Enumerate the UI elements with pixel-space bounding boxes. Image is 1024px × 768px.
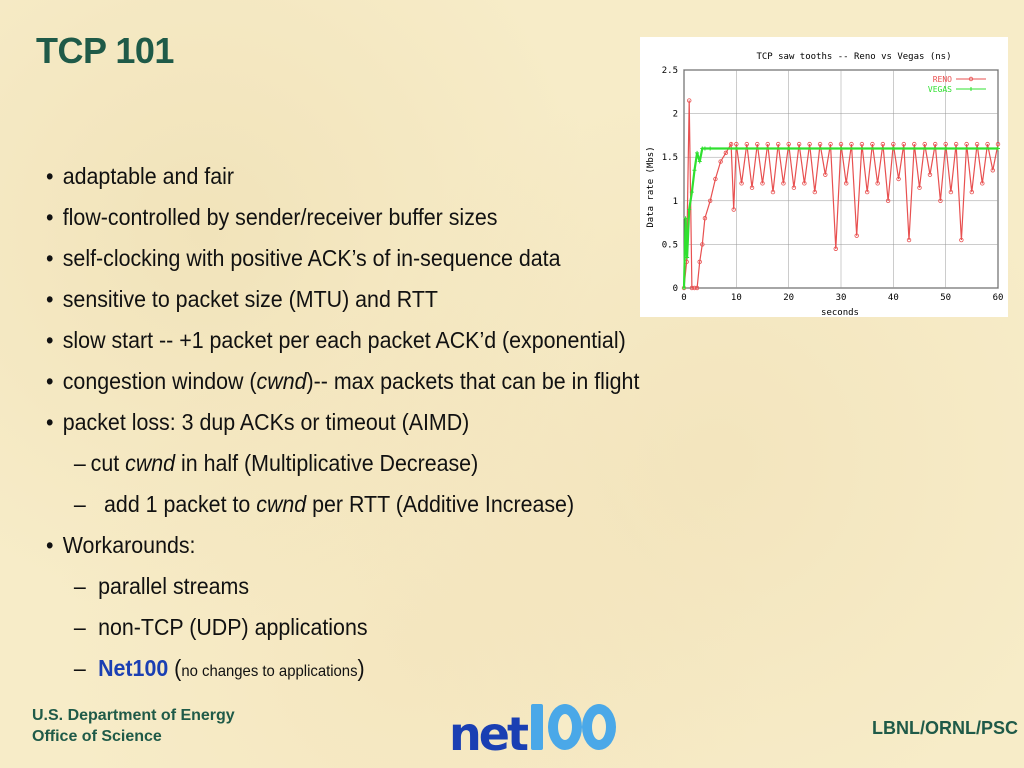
bullet-item — [46, 201, 697, 242]
bullet-text-pre: congestion window ( — [62, 368, 257, 394]
bullet-marker: • — [46, 286, 54, 312]
bullet-item — [46, 242, 697, 283]
dash-marker: – — [73, 450, 86, 476]
data-point-vegas — [787, 146, 791, 150]
chart-y-label: Data rate (Mbs) — [646, 146, 656, 228]
bullet-item — [46, 160, 697, 201]
tcp-chart — [640, 37, 1008, 317]
bullet-text-post: )-- max packets that can be in flight — [306, 368, 640, 394]
chart-grid — [684, 70, 998, 288]
dash-marker: – — [73, 573, 86, 599]
cwnd-term: cwnd — [125, 450, 176, 476]
x-tick-label: 40 — [887, 293, 899, 303]
cwnd-term: cwnd — [256, 491, 307, 517]
data-point-vegas — [734, 146, 738, 150]
tcp-chart-svg — [640, 37, 1008, 317]
bullet-marker: • — [46, 532, 54, 558]
legend-label: RENO — [932, 75, 952, 84]
bullet-text: self-clocking with positive ACK’s of in-sequence data — [62, 245, 561, 271]
footer-org-line1: U.S. Department of Energy — [32, 707, 235, 724]
bullet-marker: • — [46, 245, 54, 271]
bullet-marker: • — [46, 163, 54, 189]
bullet-text: slow start -- +1 packet per each packet ACK’d (exponential) — [62, 327, 626, 353]
bullet-text: flow-controlled by sender/receiver buffer sizes — [62, 204, 498, 230]
sub-bullet-item — [46, 570, 697, 611]
chart-title: TCP saw tooths -- Reno vs Vegas (ns) — [756, 52, 952, 62]
bullet-text-pre: add 1 packet to — [98, 491, 257, 517]
sub-bullet-item — [46, 488, 697, 529]
net100-term: Net100 — [98, 655, 169, 681]
chart-x-label: seconds — [821, 308, 859, 317]
x-tick-label: 60 — [992, 293, 1004, 303]
legend-label: VEGAS — [927, 85, 952, 94]
data-point-vegas — [944, 146, 948, 150]
data-point-vegas — [708, 146, 712, 150]
x-tick-label: 50 — [940, 293, 952, 303]
y-tick-label: 0 — [672, 284, 678, 294]
bullet-marker: • — [46, 327, 54, 353]
bullet-text: packet loss: 3 dup ACKs or timeout (AIMD) — [62, 409, 470, 435]
chart-legend — [928, 75, 986, 94]
sub-bullet-item — [46, 447, 697, 488]
footer-org-line2: Office of Science — [32, 728, 162, 745]
logo-net: net — [449, 707, 526, 761]
slide-title: TCP 101 — [36, 30, 174, 71]
net100-logo — [445, 698, 620, 762]
bullet-marker: • — [46, 204, 54, 230]
dash-marker: – — [73, 491, 86, 517]
data-point-vegas — [839, 146, 843, 150]
x-tick-label: 10 — [730, 293, 742, 303]
footer-labs: LBNL/ORNL/PSC — [872, 718, 1018, 738]
dash-marker: – — [73, 655, 86, 681]
y-tick-label: 2.5 — [661, 66, 678, 76]
bullet-text: sensitive to packet size (MTU) and RTT — [62, 286, 438, 312]
bullet-marker: • — [46, 409, 54, 435]
data-point-vegas — [703, 146, 707, 150]
y-tick-label: 2 — [672, 109, 678, 120]
bullet-text: parallel streams — [98, 573, 250, 599]
bullet-text: non-TCP (UDP) applications — [98, 614, 368, 640]
sub-bullet-item — [46, 611, 697, 652]
legend-marker — [969, 87, 973, 91]
cwnd-term: cwnd — [256, 368, 307, 394]
bullet-text-post: per RTT (Additive Increase) — [306, 491, 575, 517]
y-tick-label: 1.5 — [661, 153, 678, 164]
net100-note: no changes to applications — [181, 663, 358, 680]
y-tick-label: 0.5 — [661, 240, 678, 251]
bullet-item — [46, 365, 697, 406]
x-tick-label: 30 — [835, 293, 847, 303]
bullet-text: Workarounds: — [62, 532, 196, 558]
bullet-item — [46, 406, 697, 447]
bullet-item — [46, 324, 697, 365]
bullet-text-pre: cut — [90, 450, 126, 476]
bullet-text: adaptable and fair — [62, 163, 235, 189]
x-tick-label: 20 — [783, 293, 795, 303]
y-tick-label: 1 — [672, 196, 678, 207]
paren-open: ( — [168, 655, 182, 681]
bullet-item — [46, 529, 697, 570]
x-tick-label: 0 — [681, 293, 687, 303]
sub-bullet-item — [46, 652, 697, 693]
footer-org — [32, 705, 235, 747]
dash-marker: – — [73, 614, 86, 640]
bullet-text-post: in half (Multiplicative Decrease) — [175, 450, 479, 476]
bullet-item — [46, 283, 697, 324]
paren-close: ) — [357, 655, 365, 681]
data-point-vegas — [692, 168, 696, 172]
bullet-marker: • — [46, 368, 54, 394]
